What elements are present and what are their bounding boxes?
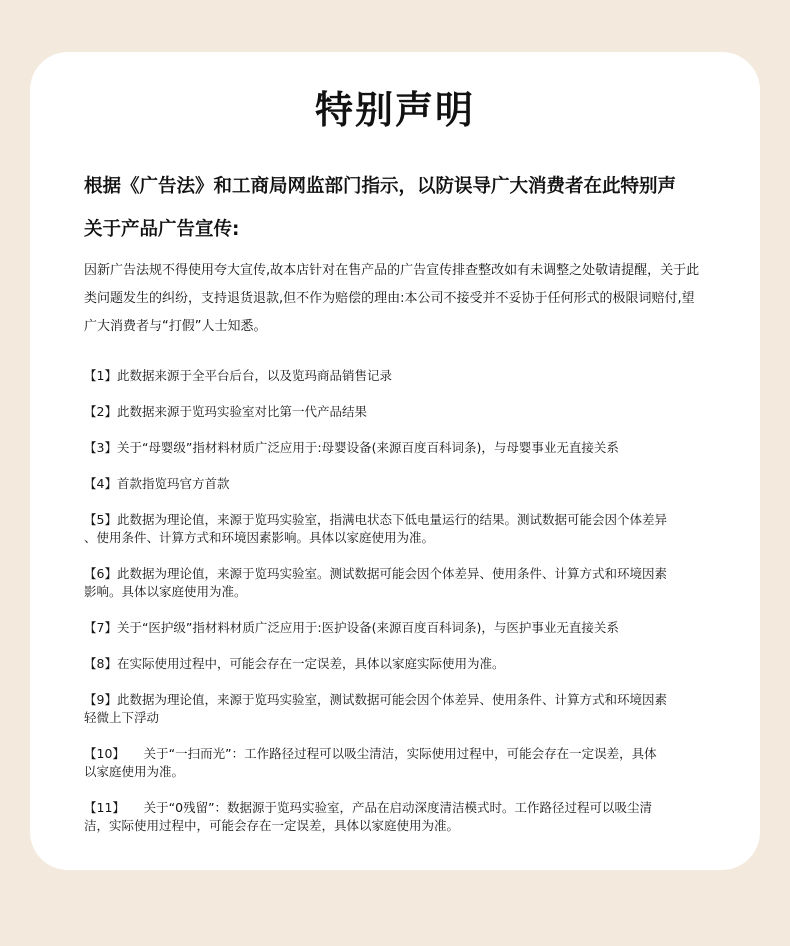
footnote-1 xyxy=(84,367,744,385)
intro-paragraph-line-1: 因新广告法规不得使用夸大宣传,故本店针对在售产品的广告宣传排查整改如有未调整之处敬请提醒，关于此 xyxy=(84,263,700,278)
footnote-10 xyxy=(84,745,744,781)
footnote-line: 【9】此数据为理论值，来源于览玛实验室，测试数据可能会因个体差异、使用条件、计算方式和环境因素 xyxy=(84,692,667,707)
footnote-line: 洁，实际使用过程中，可能会存在一定误差，具体以家庭使用为准。 xyxy=(84,818,460,833)
footnote-9 xyxy=(84,691,744,727)
footnote-line: 影响。具体以家庭使用为准。 xyxy=(84,584,247,599)
footnote-line: 【11】 关于“0残留”：数据源于览玛实验室，产品在启动深度清洁模式时。工作路径过程可以吸尘清 xyxy=(84,800,653,815)
footnote-7 xyxy=(84,619,744,637)
footnote-line: 【3】关于“母婴级”指材料材质广泛应用于:母婴设备(来源百度百科词条)，与母婴事业无直接关系 xyxy=(84,440,619,455)
footnote-line: 【8】在实际使用过程中，可能会存在一定误差，具体以家庭实际使用为准。 xyxy=(84,656,505,671)
footnote-line: 【5】此数据为理论值，来源于览玛实验室，指满电状态下低电量运行的结果。测试数据可能会因个体差异 xyxy=(84,512,667,527)
footnote-line: 【7】关于“医护级”指材料材质广泛应用于:医护设备(来源百度百科词条)，与医护事业无直接关系 xyxy=(84,620,619,635)
lead-paragraph-line-2: 关于产品广告宣传: xyxy=(84,219,240,240)
footnote-3 xyxy=(84,439,744,457)
lead-paragraph-line-1: 根据《广告法》和工商局网监部门指示，以防误导广大消费者在此特别声 xyxy=(84,176,677,197)
footnote-line: 【1】此数据来源于全平台后台，以及览玛商品销售记录 xyxy=(84,368,392,383)
footnote-11 xyxy=(84,799,744,835)
footnote-line: 【2】此数据来源于览玛实验室对比第一代产品结果 xyxy=(84,404,367,419)
footnote-line: 、使用条件、计算方式和环境因素影响。具体以家庭使用为准。 xyxy=(84,530,435,545)
footnote-line: 以家庭使用为准。 xyxy=(84,764,185,779)
footnote-2 xyxy=(84,403,744,421)
footnote-5 xyxy=(84,511,744,547)
footnote-line: 【6】此数据为理论值，来源于览玛实验室。测试数据可能会因个体差异、使用条件、计算方式和环境因素 xyxy=(84,566,667,581)
footnote-8 xyxy=(84,655,744,673)
intro-paragraph-line-3: 广大消费者与“打假”人士知悉。 xyxy=(84,319,267,334)
intro-paragraph-line-2: 类问题发生的纠纷，支持退货退款,但不作为赔偿的理由:本公司不接受并不妥协于任何形式的极限词赔付,望 xyxy=(84,291,695,306)
footnote-line: 【4】首款指览玛官方首款 xyxy=(84,476,230,491)
footnote-line: 轻微上下浮动 xyxy=(84,710,160,725)
page-title: 特别声明 xyxy=(314,88,475,132)
footnote-6 xyxy=(84,565,744,601)
footnote-line: 【10】 关于“一扫而光”：工作路径过程可以吸尘清洁，实际使用过程中，可能会存在一定误差，具体 xyxy=(84,746,657,761)
footnote-4 xyxy=(84,475,744,493)
